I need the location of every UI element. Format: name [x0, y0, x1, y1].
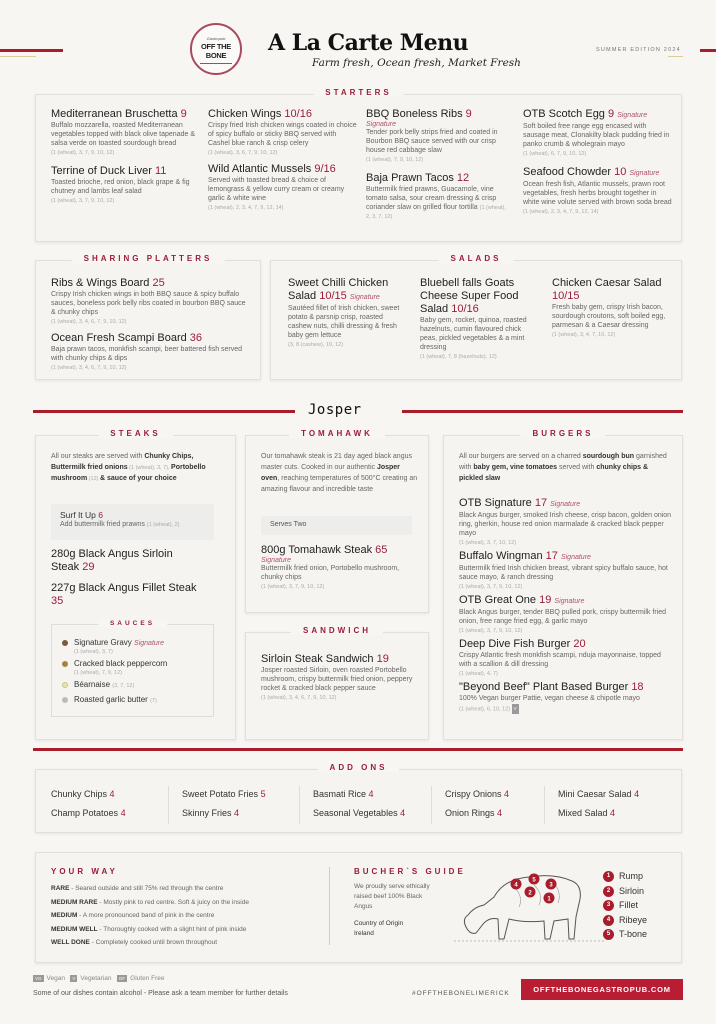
sauce-name: Signature Gravy [74, 638, 132, 647]
item-price: 6 [98, 510, 104, 520]
item-allergens: (1 (wheat), 2, 3, 7, 12) [366, 205, 506, 220]
item-price: 9 [180, 108, 187, 120]
hashtag: #OFFTHEBONELIMERICK [412, 990, 510, 997]
intro-text: All our burgers are served on a charred [459, 453, 583, 460]
item-price: 12 [456, 172, 470, 184]
doneness-medium-rare: MEDIUM RARE - Mostly pink to red centre. Soft & juicy on the inside [51, 898, 249, 906]
menu-item [288, 277, 403, 349]
menu-item [366, 108, 511, 164]
item-allergens: (1 (wheat), 3, 7, 9, 10, 12) [459, 584, 523, 590]
sharing-platters-section [35, 254, 261, 380]
menu-item [51, 165, 201, 205]
edition-label: SUMMER EDITION 2024 [596, 47, 681, 53]
item-name: "Beyond Beef" Plant Based Burger [459, 681, 629, 693]
intro-bold: Josper oven [261, 464, 400, 482]
column-divider [168, 786, 169, 824]
item-name: OTB Signature [459, 497, 532, 509]
butchers-guide-title: BUCHER`S GUIDE [354, 867, 466, 876]
item-desc: Black Angus burger, tender BBQ pulled pork, crispy buttermilk fried onion, free range fried egg, & garlic mayo [459, 609, 666, 625]
sandwich-title: SANDWICH [291, 626, 383, 635]
sauce-item [62, 638, 212, 647]
item-price: 10/16 [451, 303, 479, 315]
item-allergens: (1 (wheat), 2) [146, 522, 180, 528]
cut-item: 4 Ribeye [603, 913, 647, 928]
item-name: Sweet Chilli Chicken Salad [288, 277, 389, 302]
item-price: 19 [376, 653, 389, 665]
header-left-bar [0, 49, 63, 52]
item-allergens: (1 (wheat), 6, 10, 12) [459, 706, 511, 713]
steaks-title: STEAKS [98, 429, 172, 438]
item-allergens: (1 (wheat), 3, 4, 7, 10, 12) [552, 332, 616, 338]
item-desc: Crispy fried Irish chicken wings coated in choice of spicy buffalo or sticky BBQ served with Cashel blue ranch & crisp celery [208, 122, 357, 147]
item-name: Deep Dive Fish Burger [459, 638, 571, 650]
item-allergens: (3, 8 (cashew), 10, 12) [288, 342, 344, 348]
signature-tag: Signature [560, 554, 591, 561]
sauce-allergens: (3, 7, 12) [112, 683, 135, 689]
item-name: Sirloin Steak Sandwich [261, 653, 374, 665]
item-price: 35 [51, 595, 64, 607]
menu-item [366, 172, 511, 221]
addons-col-2 [182, 789, 266, 818]
column-divider [329, 867, 330, 945]
cut-item: 1 Rump [603, 869, 647, 884]
intro-bold: baby gem, vine tomatoes [473, 464, 558, 471]
item-name: OTB Scotch Egg [523, 108, 605, 120]
steaks-intro [51, 451, 223, 484]
item-price: 25 [152, 277, 165, 289]
butchers-guide-panel [354, 867, 466, 939]
item-price: 17 [534, 497, 548, 509]
addon-item: Champ Potatoes 4 [51, 808, 126, 818]
item-allergens: (1 (wheat), 3, 4, 6, 7, 9, 10, 12) [51, 319, 127, 325]
sauce-item [62, 695, 212, 705]
item-allergens: (1 (wheat), 3, 4, 6, 7, 9, 10, 12) [261, 695, 337, 701]
item-price: 17 [545, 550, 558, 562]
item-desc: Crispy Irish chicken wings in both BBQ sauce & spicy buffalo sauces, boneless pork belly ribs coated in bourbon BBQ sauce & chunky chips [51, 291, 246, 316]
logo-top-text: Gastropub [206, 36, 226, 41]
steaks-section [35, 429, 236, 740]
menu-item [459, 594, 674, 635]
item-name: Terrine of Duck Liver [51, 165, 152, 177]
item-price: 36 [189, 332, 203, 344]
item-desc: Soft boiled free range egg encased with sausage meat, Clonakilty black pudding fried in panko crumb & wholegrain mayo [523, 123, 670, 148]
josper-logo: Josper [308, 402, 362, 418]
menu-item [459, 497, 674, 547]
svg-text:3: 3 [549, 882, 553, 889]
sauce-name: Béarnaise [74, 680, 111, 689]
item-price: 10/15 [552, 290, 580, 302]
item-desc: Black Angus burger, smoked Irish cheese, crisp bacon, golden onion ring, gherkin, house red onion marmalade & cracked black pepper mayo [459, 512, 672, 537]
item-name: Chicken Wings [208, 108, 282, 120]
cut-item: 3 Fillet [603, 898, 647, 913]
addon-item: Sweet Potato Fries 5 [182, 789, 266, 799]
item-price: 65 [375, 544, 388, 556]
burgers-title: BURGERS [520, 429, 605, 438]
item-desc: 100% Vegan burger Pattie, vegan cheese & chipotle mayo [459, 695, 640, 702]
menu-item [51, 332, 251, 372]
sauce-name: Cracked black peppercorn [74, 659, 168, 668]
addon-item: Mixed Salad 4 [558, 808, 616, 818]
menu-item [523, 166, 673, 216]
addon-item: Crispy Onions 4 [445, 789, 510, 799]
intro-text: Our tomahawk steak is 21 day aged black angus master cuts. Cooked in our authentic [261, 453, 412, 471]
butchers-guide-desc: We proudly serve ethically raised beef 100% Black Angus [354, 883, 430, 910]
item-desc: Fresh baby gem, crispy Irish bacon, sourdough croutons, soft boiled egg, parmesan & a Caesar dressing [552, 304, 666, 329]
menu-item [208, 163, 358, 212]
signature-tag: Signature [550, 501, 581, 508]
item-allergens: (1 (wheat), 3, 7, 9, 10, 12) [51, 150, 115, 156]
menu-item [552, 277, 672, 339]
item-name: 280g Black Angus Sirloin Steak [51, 548, 173, 573]
addons-col-3 [313, 789, 405, 818]
sauce-color-dot [62, 697, 68, 703]
menu-item [459, 681, 674, 714]
item-name: Ribs & Wings Board [51, 277, 150, 289]
intro-text: served with [557, 464, 597, 471]
intro-allergens: (1 (wheat), 3, 7), [127, 465, 172, 471]
cut-item: 5 T-bone [603, 927, 647, 942]
tomahawk-intro [261, 451, 419, 495]
menu-item [208, 108, 358, 157]
item-price: 9 [465, 108, 472, 120]
menu-item [523, 108, 673, 158]
menu-item [420, 277, 532, 361]
tomahawk-title: TOMAHAWK [289, 429, 385, 438]
menu-item [51, 582, 201, 608]
item-name: Chicken Caesar Salad [552, 277, 662, 289]
intro-bold: chunky chips & pickled slaw [459, 464, 649, 482]
starters-col-1 [51, 108, 201, 211]
intro-bold: Chunky Chips, Buttermilk fried onions [51, 453, 194, 471]
addons-section [35, 763, 682, 833]
legend-label: Vegan [46, 975, 65, 983]
item-price: 9/16 [314, 163, 336, 175]
sauce-name: Roasted garlic butter [74, 695, 148, 704]
item-desc: Buttermilk fried onion, Portobello mushroom, chunky chips [261, 565, 400, 581]
svg-text:5: 5 [532, 877, 536, 884]
item-price: 18 [631, 681, 644, 693]
intro-bold: Portobello mushroom [51, 464, 206, 482]
josper-right-bar [402, 410, 683, 413]
doneness-medium: MEDIUM - A more pronounced band of pink in the centre [51, 912, 215, 919]
cow-illustration-icon [454, 867, 604, 947]
item-price: 9 [608, 108, 615, 120]
dietary-legend [33, 975, 164, 982]
item-allergens: (1 (wheat), 2, 3, 4, 7, 9, 12, 14) [208, 205, 284, 211]
item-allergens: (1 (wheat), 3, 7, 9, 10, 12) [51, 198, 115, 204]
addon-item: Chunky Chips 4 [51, 789, 115, 799]
header-right-bar [700, 49, 716, 52]
sauce-color-dot [62, 661, 68, 667]
surf-it-up-addon [51, 504, 214, 540]
item-allergens: (1 (wheat), 6, 7, 9, 10, 12) [523, 151, 587, 157]
item-allergens: (1 (wheat), 3, 7, 9, 10, 12) [459, 628, 523, 634]
starters-col-4 [523, 108, 673, 222]
info-section [35, 852, 682, 963]
menu-item [459, 550, 674, 591]
sauce-item [62, 659, 212, 668]
addon-item: Onion Rings 4 [445, 808, 503, 818]
signature-tag: Signature [349, 294, 380, 301]
item-desc: Add buttermilk fried prawns [60, 521, 145, 528]
item-allergens: (1 (wheat), 4, 7) [459, 671, 498, 677]
starters-col-2 [208, 108, 358, 218]
salads-section [270, 254, 682, 380]
origin-label: Country of Origin [354, 920, 404, 927]
burgers-section [443, 429, 683, 740]
item-name: Bluebell falls Goats Cheese Super Food Salad [420, 277, 519, 315]
doneness-medium-well: MEDIUM WELL - Thoroughly cooked with a slight hint of pink inside [51, 925, 247, 933]
sharing-platters-title: SHARING PLATTERS [72, 254, 225, 263]
gluten-free-badge-icon: GF [118, 976, 126, 981]
addon-item: Skinny Fries 4 [182, 808, 240, 818]
item-name: Ocean Fresh Scampi Board [51, 332, 187, 344]
item-allergens: (1 (wheat), 3, 7, 10, 12) [459, 540, 517, 546]
sauce-allergens: (1 (wheat), 7, 9, 12) [74, 670, 122, 676]
addons-title: ADD ONS [318, 763, 400, 772]
item-name: 800g Tomahawk Steak [261, 544, 373, 556]
intro-text: All our steaks are served with [51, 453, 145, 460]
addons-divider-bar [33, 748, 683, 751]
edition-underline [668, 56, 683, 57]
item-price: 29 [82, 561, 95, 573]
item-desc: Toasted brioche, red onion, black grape & fig chutney and lambs leaf salad [51, 179, 190, 195]
menu-item [261, 544, 421, 591]
menu-item [459, 638, 674, 678]
item-price: 10/16 [284, 108, 312, 120]
signature-tag: Signature [134, 640, 165, 647]
item-desc: Baby gem, rocket, quinoa, roasted hazelnuts, cumin flavoured chick peas, pickled vegetables & a mint dressing [420, 317, 527, 351]
item-desc: Tender pork belly strips fried and coated in Bourbon BBQ sauce served with our crisp house red cabbage slaw [366, 129, 498, 154]
legend-label: Gluten Free [130, 975, 165, 983]
addons-col-1 [51, 789, 126, 818]
item-allergens: (1 (wheat), 3, 6, 7, 9, 10, 12) [208, 150, 278, 156]
item-name: 227g Black Angus Fillet Steak [51, 582, 197, 594]
cut-item: 2 Sirloin [603, 884, 647, 899]
website-link[interactable] [521, 979, 683, 1000]
intro-text: garnished with [459, 453, 667, 471]
item-name: Mediterranean Bruschetta [51, 108, 178, 120]
sauces-box [51, 620, 214, 717]
item-price: 20 [573, 638, 586, 650]
logo-main-text: OFF THE BONE [201, 42, 231, 60]
sauce-color-dot [62, 640, 68, 646]
item-desc: Josper roasted Sirloin, oven roasted Portobello mushroom, crispy buttermilk fried onion, peppery rocket & cracked black pepper sauce [261, 667, 413, 692]
signature-tag: Signature [366, 121, 396, 128]
header-left-accent [0, 56, 36, 57]
addon-item: Mini Caesar Salad 4 [558, 789, 640, 799]
addons-col-4 [445, 789, 509, 818]
item-name: Surf It Up [60, 510, 96, 520]
addon-item: Seasonal Vegetables 4 [313, 808, 406, 818]
addons-col-5 [558, 789, 639, 818]
signature-tag: Signature [554, 598, 585, 605]
serves-label: Serves Two [270, 521, 307, 528]
item-desc: Ocean fresh fish, Atlantic mussels, prawn root vegetables, fresh herbs brought together in white wine volute served with brown soda bread [523, 181, 672, 206]
logo [190, 23, 242, 75]
intro-bold: sourdough bun [582, 453, 635, 460]
item-name: Baja Prawn Tacos [366, 172, 454, 184]
vegetarian-badge-icon: V [72, 976, 76, 981]
signature-tag: Signature [629, 170, 660, 177]
menu-item [51, 108, 201, 157]
menu-item [261, 653, 421, 702]
item-allergens: (1 (wheat), 3, 4, 6, 7, 9, 10, 12) [51, 365, 127, 371]
sandwich-section [245, 626, 429, 740]
vegan-badge-icon: VG [35, 976, 42, 981]
item-desc: Buttermilk fried Irish chicken breast, vibrant spicy buffalo sauce, hot sauce mayo, & ranch dressing [459, 565, 668, 581]
vegetarian-badge: V [512, 704, 519, 714]
addon-item: Basmati Rice 4 [313, 789, 374, 799]
item-price: 10/15 [319, 290, 347, 302]
signature-tag: Signature [617, 112, 648, 119]
origin-value: Ireland [354, 930, 374, 937]
sauce-item [62, 680, 212, 690]
doneness-rare: RARE - Seared outside and still 75% red through the centre [51, 885, 224, 892]
sauces-title: SAUCES [98, 620, 167, 627]
item-price: 11 [154, 165, 167, 177]
signature-tag: Signature [261, 557, 291, 564]
item-name: Wild Atlantic Mussels [208, 163, 312, 175]
item-price: 19 [539, 594, 552, 606]
item-name: Buffalo Wingman [459, 550, 543, 562]
cuts-legend [603, 869, 647, 942]
your-way-panel [51, 867, 321, 950]
alcohol-note: Some of our dishes contain alcohol - Please ask a team member for further details [33, 990, 288, 997]
salads-title: SALADS [439, 254, 514, 263]
sauce-color-dot [62, 682, 68, 688]
item-desc: Sautéed fillet of Irish chicken, sweet potato & parsnip crisp, roasted cashew nuts, chilli dressing & fresh baby gem lettuce [288, 305, 400, 339]
sauce-allergens: (1 (wheat), 3, 7) [74, 649, 113, 655]
starters-title: STARTERS [313, 88, 404, 97]
logo-divider [200, 63, 232, 64]
item-allergens: (1 (wheat), 3, 7, 9, 10, 12) [261, 584, 325, 590]
menu-item [51, 277, 251, 326]
column-divider [431, 786, 432, 824]
item-price: 10 [614, 166, 627, 178]
sauce-allergens: (7) [150, 698, 157, 704]
page-title: A La Carte Menu [268, 30, 469, 56]
intro-bold: & sauce of your choice [100, 475, 177, 482]
item-name: OTB Great One [459, 594, 537, 606]
item-allergens: (1 (wheat), 7, 8 (hazelnuts), 12) [420, 354, 497, 360]
your-way-title: YOUR WAY [51, 867, 118, 876]
svg-text:4: 4 [514, 882, 518, 889]
item-allergens: (1 (wheat), 2, 3, 4, 7, 9, 12, 14) [523, 209, 599, 215]
column-divider [299, 786, 300, 824]
tagline: Farm fresh, Ocean fresh, Market Fresh [312, 57, 521, 69]
intro-allergens: (12) [87, 476, 101, 482]
item-allergens: (1 (wheat), 7, 9, 10, 12) [366, 157, 424, 163]
menu-item [51, 548, 201, 574]
item-desc: Buffalo mozzarella, roasted Mediterranean vegetables topped with black olive tapenade & salsa verde on toasted sourdough bread [51, 122, 195, 147]
tomahawk-section [245, 429, 429, 613]
svg-text:1: 1 [547, 896, 551, 903]
column-divider [544, 786, 545, 824]
starters-col-3 [366, 108, 511, 227]
josper-left-bar [33, 410, 295, 413]
burgers-intro [459, 451, 671, 484]
legend-label: Vegetarian [80, 975, 112, 983]
starters-section [35, 88, 682, 242]
item-desc: Served with toasted bread & choice of lemongrass & yellow curry cream or creamy garlic & white wine [208, 177, 345, 202]
intro-text: , reaching temperatures of 500°C creating an amazing flavour and incredible taste [261, 475, 418, 493]
item-desc: Buttermilk fried prawns, Guacamole, vine tomato salsa, sour cream dressing & crisp coriander slaw on grilled flour tortilla [366, 186, 497, 211]
item-desc: Crispy Atlantic fresh monkfish scampi, nduja mayonnaise, topped with a scallion & dill dressing [459, 652, 661, 668]
item-name: Seafood Chowder [523, 166, 612, 178]
website-label: OFFTHEBONEGASTROPUB.COM [533, 985, 671, 994]
doneness-well-done: WELL DONE - Completely cooked until brown throughout [51, 939, 218, 946]
svg-text:2: 2 [528, 890, 532, 897]
item-desc: Baja prawn tacos, monkfish scampi, beer battered fish served with chunky chips & dips [51, 346, 243, 362]
serves-two-banner [261, 516, 412, 535]
item-name: BBQ Boneless Ribs [366, 108, 463, 120]
